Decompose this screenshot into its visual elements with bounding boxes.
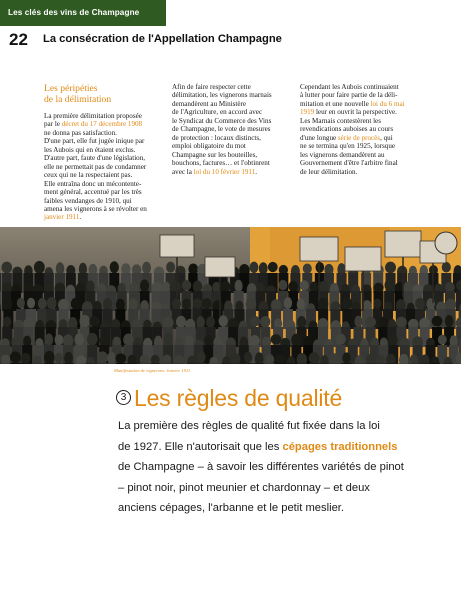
text-segment: ment général, accentué par les très [44,188,142,197]
highlighted-term: loi du 6 mai [370,99,405,108]
text-line [300,134,422,142]
text-line [172,142,290,150]
text-segment: de Champagne – à savoir les différentes variétés de pinot [118,461,404,474]
text-segment: Cependant les Aubois continuaient [300,83,399,91]
text-segment: Elle entraîna donc un mécontente- [44,179,142,188]
text-column-3 [300,83,422,176]
photo-caption: Manifestation de vignerons. Janvier 1911 [114,368,191,373]
text-line [172,125,290,133]
text-line [172,108,290,116]
section-number-badge: 3 [116,390,131,405]
text-column-1 [44,83,162,222]
text-column-2 [172,83,290,176]
text-line [44,146,162,154]
series-header-bar [0,0,166,26]
text-line [300,117,422,125]
text-segment: les vignerons demandèrent au [300,150,385,159]
text-line [300,108,422,116]
text-segment: de leur délimitation. [300,167,358,176]
text-line [44,205,162,213]
text-line [300,125,422,133]
text-line [172,168,290,176]
text-segment: D'une part, elle fut jugée inique par [44,137,145,146]
series-title: Les clés des vins de Champagne [8,8,140,17]
text-line [300,159,422,167]
highlighted-term: série de procès [337,133,381,142]
text-segment: Gouvernement d'être l'arbitre final [300,159,398,168]
text-segment: ne se termina qu'en 1925, lorsque [300,142,396,151]
text-segment: mitation et une nouvelle [300,99,371,108]
text-segment: délimitation, les vignerons marnais [172,91,272,100]
text-line [118,416,418,437]
protest-photo [0,227,461,364]
section-body-lines [118,416,418,519]
column-body [300,83,422,176]
text-line [172,134,290,142]
text-segment: faibles vendanges de 1910, qui [44,196,132,205]
text-segment: demandèrent au Ministère [172,99,247,108]
section-heading: Les règles de qualité [134,385,343,411]
text-segment: ceux qui ne la respectaient pas. [44,171,133,180]
text-line [44,112,162,120]
page-number: 22 [9,30,28,49]
highlighted-term: loi du 10 février 1911 [193,167,256,176]
text-segment: de l'Agriculture, en accord avec [172,108,263,117]
text-segment: à lutter pour faire partie de la déli- [300,91,398,100]
text-segment: , qui [380,133,393,142]
text-segment: – pinot noir, pinot meunier et chardonnay – et deux [118,481,370,494]
text-segment: bouchons, factures… et l'obtinrent [172,159,270,168]
chapter-title: La consécration de l'Appellation Champagne [43,33,282,45]
text-segment: de Champagne, le vote de mesures [172,125,271,134]
highlighted-term: décret du 17 décembre 1908 [61,120,143,129]
text-line [44,154,162,162]
text-segment: Afin de faire respecter cette [172,83,251,91]
highlighted-term: 1919 [300,108,315,117]
text-segment: les Aubois qui en étaient exclus. [44,145,136,154]
text-line [44,137,162,145]
text-line [172,83,290,91]
text-segment: avec la [172,167,194,176]
column-body [172,83,290,176]
text-line [172,91,290,99]
subheading-line: Les péripéties [44,83,98,94]
text-segment: D'autre part, faute d'une législation, [44,154,146,163]
text-segment: emploi obligatoire du mot [172,142,246,151]
text-line [172,117,290,125]
text-line [118,437,418,458]
text-line [118,498,418,519]
text-segment: La première délimitation proposée [44,112,142,120]
text-line [118,478,418,499]
text-segment: anciens cépages, l'arbanne et le petit meslier. [118,502,345,515]
text-line [44,213,162,221]
text-line [44,180,162,188]
protest-photo-image [0,227,461,364]
text-segment: Les Marnais contestèrent les [300,116,381,125]
text-line [300,83,422,91]
text-segment: La première des règles de qualité fut fixée dans la loi [118,420,380,432]
section-body [118,416,418,519]
text-line [172,159,290,167]
text-line [300,168,422,176]
text-line [300,100,422,108]
text-line [300,91,422,99]
text-segment: elle ne permettait pas de condamner [44,162,147,171]
text-line [172,151,290,159]
column-subheading [44,83,162,105]
text-segment: le Syndicat du Commerce des Vins [172,116,272,125]
text-segment: . [255,167,258,176]
text-segment: Champagne sur les bouteilles, [172,150,258,159]
highlighted-term: cépages traditionnels [282,440,398,453]
text-segment: par le [44,120,62,129]
text-segment: . [79,213,82,222]
column-body [44,112,162,222]
subheading-line: de la délimitation [44,94,112,105]
highlighted-term: janvier 1911 [44,213,80,222]
text-segment: d'une longue [300,133,338,142]
text-segment: amena les vignerons à se révolter en [44,204,147,213]
text-segment: revendications auboises au cours [300,125,394,134]
text-segment: de 1927. Elle n'autorisait que les [118,440,283,453]
text-line [300,142,422,150]
text-segment: de protection : locaux distincts, [172,133,261,142]
text-line [118,457,418,478]
text-line [300,151,422,159]
text-line [44,188,162,196]
text-line [44,120,162,128]
text-segment: ne donna pas satisfaction. [44,128,117,137]
text-line [44,129,162,137]
text-line [172,100,290,108]
text-line [44,197,162,205]
text-segment: leur en ouvrit la perspective. [314,108,397,117]
text-line [44,163,162,171]
text-line [44,171,162,179]
